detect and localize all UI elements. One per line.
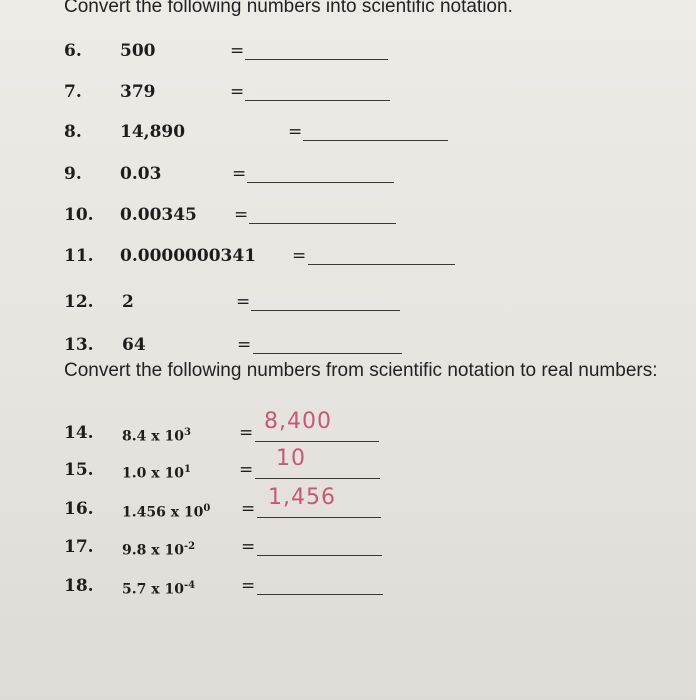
problem-number: 7. (64, 82, 82, 102)
equals-sign: = (292, 246, 307, 266)
problem-value: 379 (120, 82, 156, 102)
exponent: -4 (183, 580, 196, 591)
problem-number: 6. (64, 41, 82, 61)
sci-value: 5.7 x $10^{-4}$ (122, 580, 196, 598)
answer-blank[interactable] (308, 264, 455, 265)
answer-blank[interactable] (303, 140, 448, 141)
equals-sign: = (230, 82, 245, 102)
equals-sign: = (236, 292, 251, 312)
equals-sign: = (230, 41, 245, 61)
exponent: -2 (183, 541, 196, 552)
problem-number: 18. (64, 576, 94, 596)
problem-number: 15. (64, 460, 94, 480)
problem-15 (0, 446, 696, 484)
equals-sign: = (241, 537, 256, 557)
answer-blank[interactable] (245, 59, 388, 60)
problem-18 (0, 572, 696, 600)
sci-value: 8.4 x $10^3$ (122, 427, 191, 445)
answer-blank[interactable] (253, 353, 402, 354)
answer-blank[interactable] (249, 223, 396, 224)
answer-blank[interactable] (255, 478, 380, 479)
problem-6 (0, 37, 696, 65)
answer-blank[interactable] (247, 182, 394, 183)
problem-value: 0.00345 (120, 205, 197, 225)
problem-13 (0, 331, 696, 359)
equals-sign: = (241, 576, 256, 596)
problem-number: 13. (64, 335, 94, 355)
handwritten-answer: 8,400 (264, 409, 332, 434)
equals-sign: = (232, 164, 247, 184)
problem-number: 11. (64, 246, 94, 266)
problem-value: 2 (122, 292, 134, 312)
problem-16 (0, 485, 696, 523)
handwritten-answer: 1,456 (268, 485, 336, 510)
exponent: 0 (203, 503, 211, 514)
sci-value: 1.0 x $10^1$ (122, 464, 191, 482)
equals-sign: = (237, 335, 252, 355)
exponent: 1 (183, 464, 191, 475)
problem-9 (0, 160, 696, 188)
problem-number: 12. (64, 292, 94, 312)
equals-sign: = (234, 205, 249, 225)
problem-8 (0, 118, 696, 146)
problem-value: 500 (120, 41, 156, 61)
problem-number: 14. (64, 423, 94, 443)
problem-17 (0, 533, 696, 561)
problem-11 (0, 242, 696, 270)
sci-value: 9.8 x $10^{-2}$ (122, 541, 196, 559)
sci-value: 1.456 x $10^0$ (122, 503, 211, 521)
equals-sign: = (239, 423, 254, 443)
answer-blank[interactable] (257, 555, 382, 556)
problem-12 (0, 288, 696, 316)
problem-number: 17. (64, 537, 94, 557)
problem-number: 9. (64, 164, 82, 184)
answer-blank[interactable] (255, 441, 379, 442)
problem-value: 0.0000000341 (120, 246, 257, 266)
section-2-heading: Convert the following numbers from scientific notation to real numbers: (64, 360, 658, 381)
answer-blank[interactable] (257, 517, 381, 518)
problem-number: 16. (64, 499, 94, 519)
problem-value: 0.03 (120, 164, 162, 184)
problem-10 (0, 201, 696, 229)
problem-7 (0, 78, 696, 106)
equals-sign: = (288, 122, 303, 142)
section-1-heading: Convert the following numbers into scientific notation. (64, 0, 513, 17)
equals-sign: = (239, 460, 254, 480)
answer-blank[interactable] (245, 100, 390, 101)
problem-number: 8. (64, 122, 82, 142)
problem-number: 10. (64, 205, 94, 225)
handwritten-answer: 10 (276, 446, 306, 471)
problem-14 (0, 409, 696, 447)
equals-sign: = (241, 499, 256, 519)
answer-blank[interactable] (257, 594, 383, 595)
problem-value: 14,890 (120, 122, 186, 142)
exponent: 3 (183, 427, 191, 438)
problem-value: 64 (122, 335, 146, 355)
answer-blank[interactable] (251, 310, 400, 311)
